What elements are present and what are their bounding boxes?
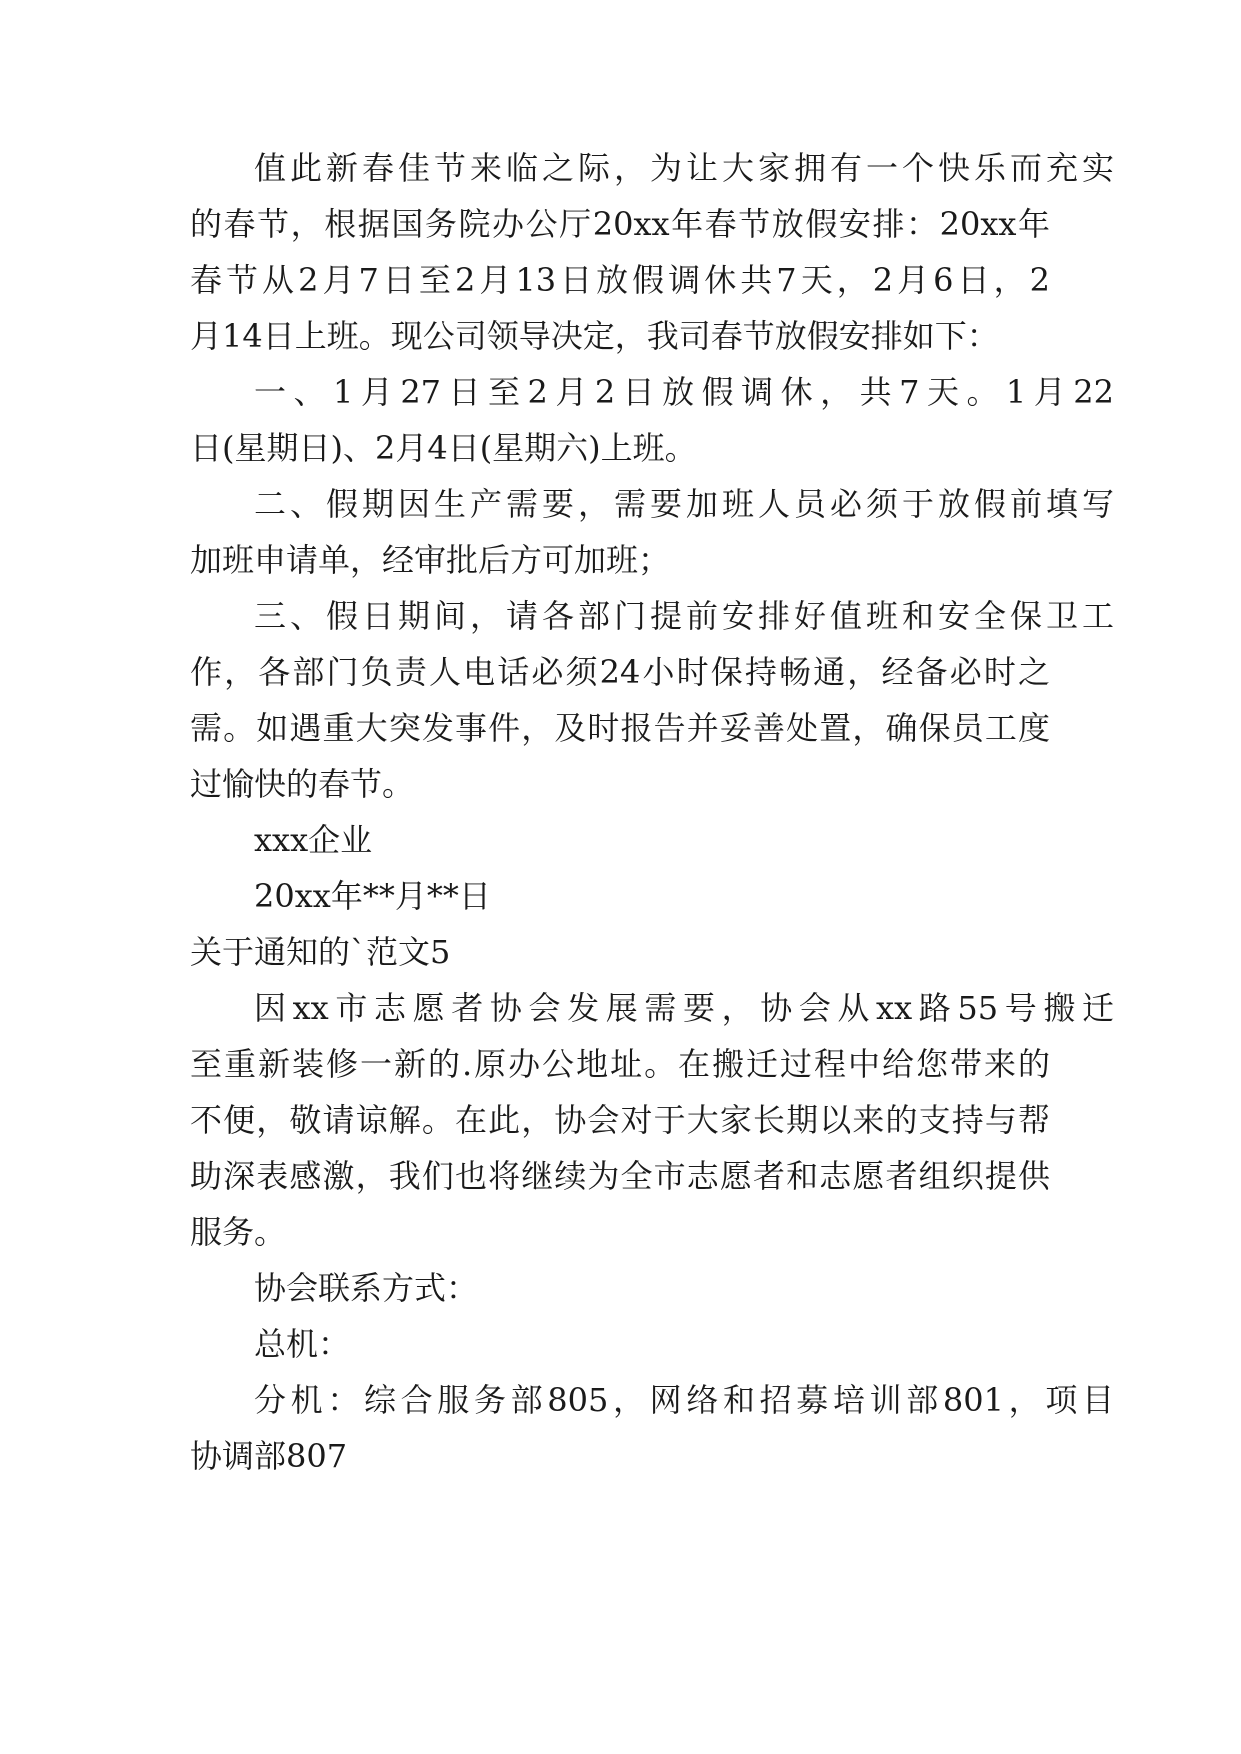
paragraph-line: 过愉快的春节。	[190, 765, 415, 803]
paragraph-line: 月14日上班。现公司领导决定，我司春节放假安排如下：	[190, 317, 999, 355]
paragraph-line: 二、假期因生产需要，需要加班人员必须于放假前填写	[254, 485, 1114, 523]
paragraph-line: 的春节，根据国务院办公厅20xx年春节放假安排：20xx年	[190, 205, 1050, 243]
paragraph-line: 不便，敬请谅解。在此，协会对于大家长期以来的支持与帮	[190, 1101, 1050, 1139]
paragraph-line: 值此新春佳节来临之际，为让大家拥有一个快乐而充实	[254, 149, 1114, 187]
paragraph-line: 服务。	[190, 1213, 287, 1251]
extension-line: 协调部807	[190, 1437, 348, 1475]
extension-line: 分机：综合服务部805，网络和招募培训部801，项目	[254, 1381, 1114, 1419]
paragraph-line: 三、假日期间，请各部门提前安排好值班和安全保卫工	[254, 597, 1114, 635]
paragraph-line: 助深表感激，我们也将继续为全市志愿者和志愿者组织提供	[190, 1157, 1050, 1195]
paragraph-line: 因xx市志愿者协会发展需要，协会从xx路55号搬迁	[254, 989, 1114, 1027]
section-heading: 关于通知的`范文5	[190, 933, 451, 971]
paragraph-line: 春节从2月7日至2月13日放假调休共7天，2月6日，2	[190, 261, 1050, 299]
paragraph-line: 一、1月27日至2月2日放假调休，共7天。1月22	[254, 373, 1114, 411]
paragraph-line: 日(星期日)、2月4日(星期六)上班。	[190, 429, 697, 467]
date-line: 20xx年**月**日	[254, 877, 491, 915]
contact-heading: 协会联系方式：	[254, 1269, 479, 1307]
paragraph-line: 加班申请单，经审批后方可加班；	[190, 541, 671, 579]
paragraph-line: 至重新装修一新的.原办公地址。在搬迁过程中给您带来的	[190, 1045, 1050, 1083]
main-line-label: 总机：	[254, 1325, 351, 1363]
paragraph-line: 作，各部门负责人电话必须24小时保持畅通，经备必时之	[190, 653, 1050, 691]
paragraph-line: 需。如遇重大突发事件，及时报告并妥善处置，确保员工度	[190, 709, 1050, 747]
company-name: xxx企业	[254, 821, 373, 859]
